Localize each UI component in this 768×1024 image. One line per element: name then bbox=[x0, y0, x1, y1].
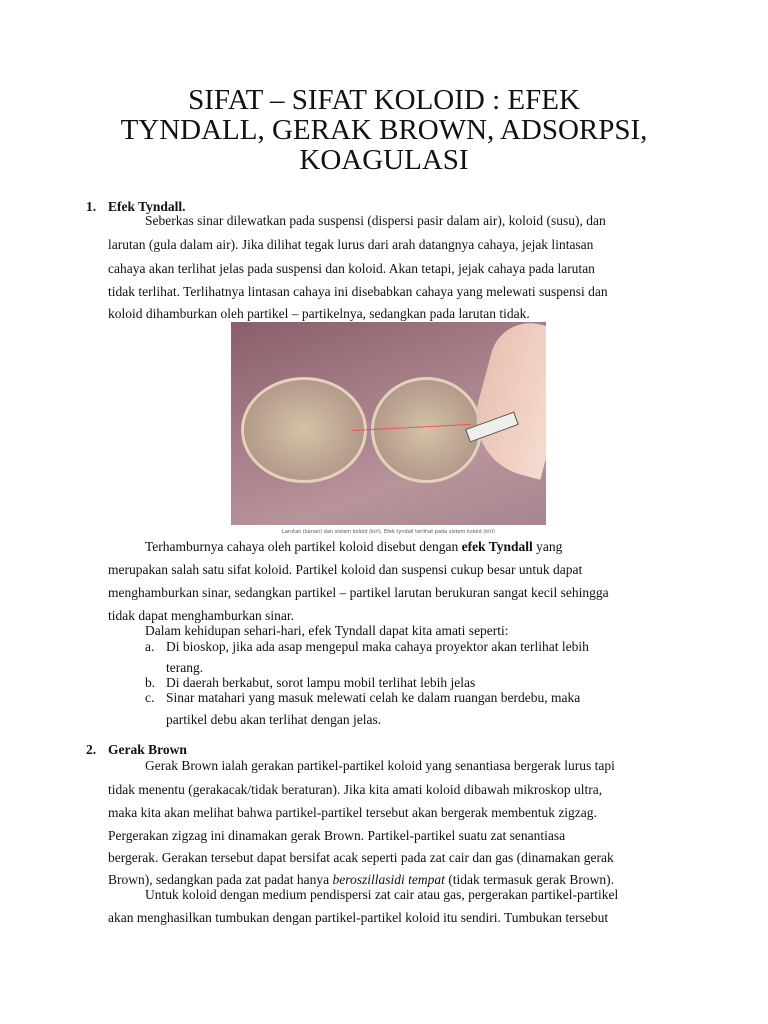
list-item: Sinar matahari yang masuk melewati celah ke dalam ruangan berdebu, maka bbox=[166, 690, 581, 705]
paragraph-line: Pergerakan zigzag ini dinamakan gerak Brown. Partikel-partikel suatu zat senantiasa bbox=[108, 828, 566, 843]
section-heading: Gerak Brown bbox=[108, 742, 187, 757]
list-marker: b. bbox=[145, 675, 156, 690]
paragraph-line: maka kita akan melihat bahwa partikel-partikel tersebut akan bergerak membentuk zigzag. bbox=[108, 805, 597, 820]
section-heading: Efek Tyndall. bbox=[108, 199, 186, 214]
hand bbox=[463, 322, 546, 480]
paragraph-line: Gerak Brown ialah gerakan partikel-partikel koloid yang senantiasa bergerak lurus tapi bbox=[145, 758, 615, 773]
tyndall-photo bbox=[231, 322, 546, 525]
paragraph-line: tidak terlihat. Terlihatnya lintasan cahaya ini disebabkan cahaya yang melewati suspensi dan bbox=[108, 284, 608, 299]
text: Terhamburnya cahaya oleh partikel koloid disebut dengan bbox=[145, 539, 462, 554]
paragraph-line: tidak menentu (gerakacak/tidak beraturan). Jika kita amati koloid dibawah mikroskop ultra, bbox=[108, 782, 603, 797]
title-line: KOAGULASI bbox=[299, 144, 469, 176]
italic-term: beroszillasidi tempat bbox=[332, 872, 445, 887]
list-item: Di bioskop, jika ada asap mengepul maka cahaya proyektor akan terlihat lebih bbox=[166, 639, 589, 654]
paragraph-line: merupakan salah satu sifat koloid. Partikel koloid dan suspensi cukup besar untuk dapat bbox=[108, 562, 583, 577]
title-line: TYNDALL, GERAK BROWN, ADSORPSI, bbox=[120, 114, 648, 146]
paragraph-line: koloid dihamburkan oleh partikel – partikelnya, sedangkan pada larutan tidak. bbox=[108, 306, 530, 321]
list-marker: c. bbox=[145, 690, 155, 705]
paragraph-line: bergerak. Gerakan tersebut dapat bersifat acak seperti pada zat cair dan gas (dinamakan gerak bbox=[108, 850, 614, 865]
paragraph-line: tidak dapat menghamburkan sinar. bbox=[108, 608, 294, 623]
section-number: 2. bbox=[86, 742, 97, 757]
text: yang bbox=[532, 539, 563, 554]
paragraph-line: Seberkas sinar dilewatkan pada suspensi (dispersi pasir dalam air), koloid (susu), dan bbox=[145, 213, 606, 228]
list-item: Di daerah berkabut, sorot lampu mobil terlihat lebih jelas bbox=[166, 675, 476, 690]
bold-term: efek Tyndall bbox=[461, 539, 533, 554]
text: Brown), sedangkan pada zat padat hanya bbox=[108, 872, 333, 887]
title-line: SIFAT – SIFAT KOLOID : EFEK bbox=[188, 84, 580, 116]
photo-caption: Larutan (kanan) dan sistem koloid (kiri). Efek tyndall terlihat pada sistem koloid (kiri) bbox=[231, 525, 546, 539]
paragraph-line: cahaya akan terlihat jelas pada suspensi dan koloid. Akan tetapi, jejak cahaya pada larutan bbox=[108, 261, 595, 276]
paragraph-line: menghamburkan sinar, sedangkan partikel – partikel larutan berukuran sangat kecil sehingga bbox=[108, 585, 609, 600]
glass-left bbox=[241, 377, 367, 483]
paragraph-line: Untuk koloid dengan medium pendispersi zat cair atau gas, pergerakan partikel-partikel bbox=[145, 887, 619, 902]
section-number: 1. bbox=[86, 199, 97, 214]
paragraph-line: larutan (gula dalam air). Jika dilihat tegak lurus dari arah datangnya cahaya, jejak lintasan bbox=[108, 237, 594, 252]
paragraph-line bbox=[108, 872, 614, 888]
paragraph-line: akan menghasilkan tumbukan dengan partikel-partikel koloid itu sendiri. Tumbukan tersebut bbox=[108, 910, 609, 925]
paragraph-line: Dalam kehidupan sehari-hari, efek Tyndall dapat kita amati seperti: bbox=[145, 623, 509, 638]
list-item: partikel debu akan terlihat dengan jelas. bbox=[166, 712, 382, 727]
list-item: terang. bbox=[166, 660, 204, 675]
list-marker: a. bbox=[145, 639, 155, 654]
paragraph-line bbox=[145, 539, 562, 555]
text: (tidak termasuk gerak Brown). bbox=[444, 872, 615, 887]
